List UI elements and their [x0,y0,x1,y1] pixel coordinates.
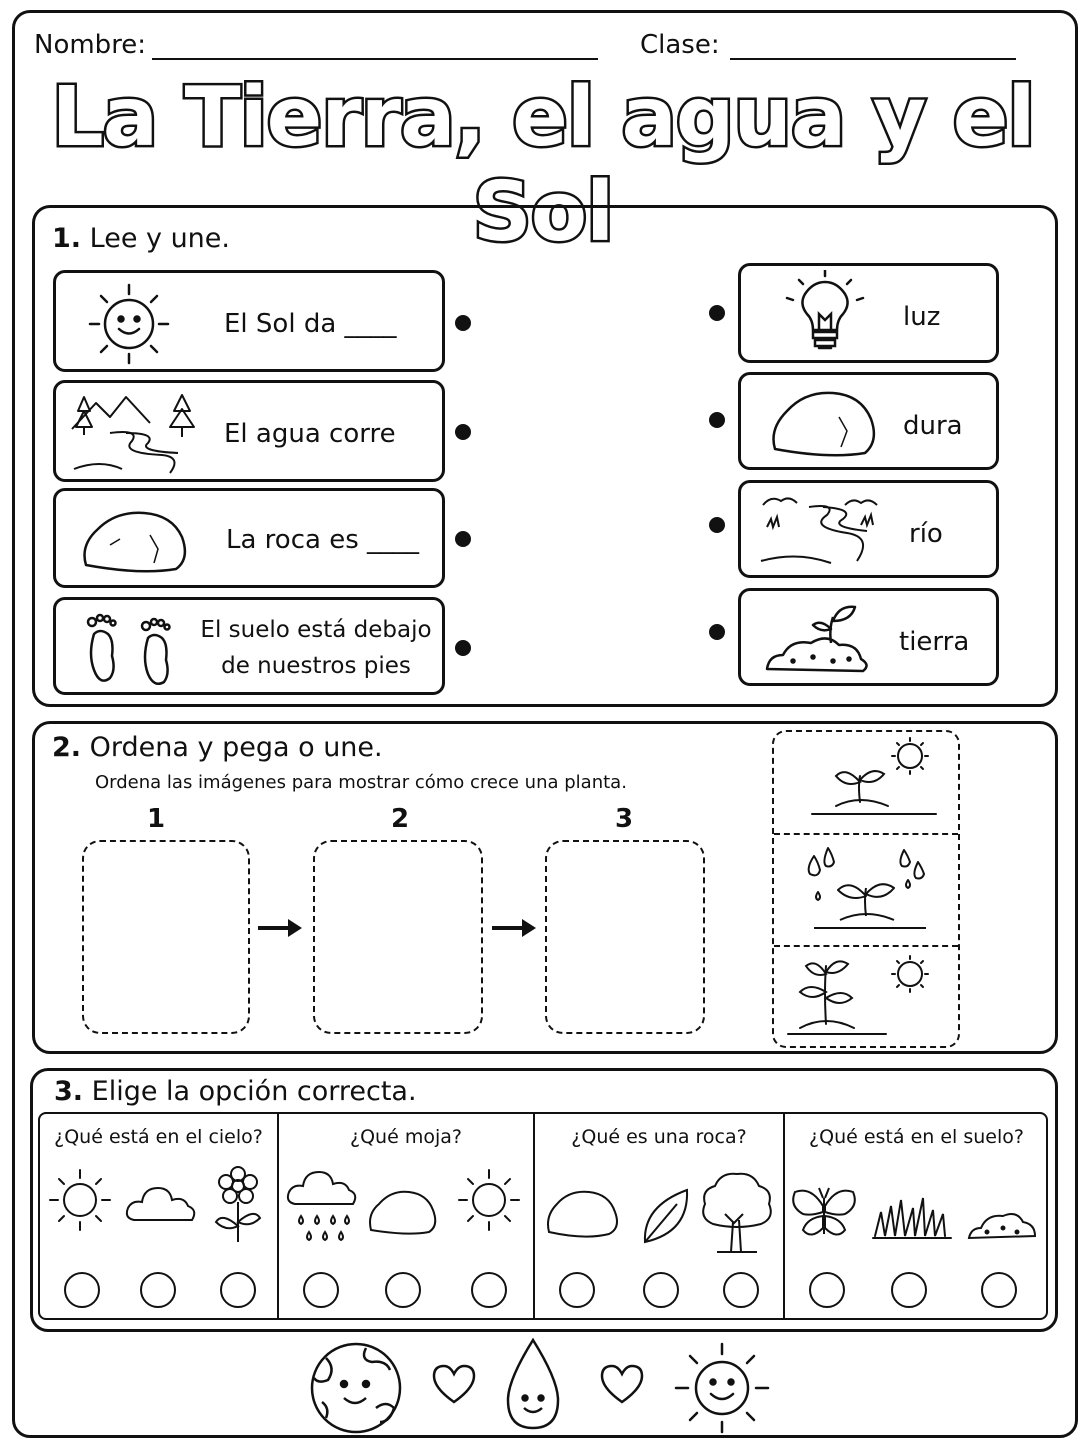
river-icon [757,491,887,571]
answer-circle[interactable] [891,1272,927,1308]
plant-sun-icon[interactable] [786,952,940,1040]
section2-instructions: Ordena las imágenes para mostrar cómo crece una planta. [95,772,627,793]
name-label: Nombre: [34,30,147,60]
arrow-right-icon [490,917,538,939]
answer-circle[interactable] [723,1272,759,1308]
answer-circle[interactable] [559,1272,595,1308]
rock-icon [80,505,190,577]
question-label: ¿Qué es una roca? [571,1126,747,1148]
earth-face-icon [306,1338,406,1438]
card-text: La roca es ____ [226,525,420,555]
card-text: río [909,519,943,549]
match-dot-right-2[interactable] [709,412,725,428]
match-card-soil[interactable] [738,588,999,686]
page-title: La Tierra, el agua y el Sol [51,70,1035,260]
sun-icon [453,1164,525,1236]
rock-icon [545,1186,621,1242]
card-text: tierra [899,627,970,657]
answer-circle[interactable] [303,1272,339,1308]
soil-sprout-icon [763,599,873,679]
match-dot-left-4[interactable] [455,640,471,656]
flower-icon [210,1164,266,1244]
question-ground [785,1112,1048,1320]
question-label: ¿Qué está en el suelo? [809,1126,1024,1148]
card-text: El agua corre [224,419,396,449]
question-label: ¿Qué moja? [350,1126,462,1148]
paste-box-3[interactable] [545,840,705,1034]
tree-icon [697,1168,777,1256]
paste-box-2[interactable] [313,840,483,1034]
sprout-rain-icon[interactable] [800,844,940,938]
butterfly-icon [789,1184,859,1246]
arrow-right-icon [256,917,304,939]
soil-icon [965,1204,1039,1244]
name-field[interactable] [152,58,598,60]
match-dot-right-1[interactable] [709,305,725,321]
match-dot-left-2[interactable] [455,424,471,440]
answer-circle[interactable] [140,1272,176,1308]
card-text: dura [903,411,963,441]
paste-box-1[interactable] [82,840,250,1034]
match-dot-right-4[interactable] [709,624,725,640]
river-landscape-icon [70,389,200,477]
match-dot-left-3[interactable] [455,531,471,547]
question-rock [535,1112,783,1320]
card-text: luz [903,302,941,332]
section1-heading: 1. Lee y une. [52,223,230,254]
leaf-icon [639,1186,693,1248]
cut-line [774,833,958,835]
rock-icon [367,1186,439,1238]
match-dot-right-3[interactable] [709,517,725,533]
section3-heading: 3. Elige la opción correcta. [54,1076,417,1107]
cloud-icon [124,1180,198,1226]
match-card-river[interactable] [738,480,999,578]
sun-icon [44,1164,116,1236]
sun-face-icon [84,281,174,367]
answer-circle[interactable] [471,1272,507,1308]
heart-icon [598,1362,646,1406]
match-card-light[interactable] [738,263,999,363]
match-dot-left-1[interactable] [455,315,471,331]
water-drop-face-icon [504,1336,562,1432]
answer-circle[interactable] [220,1272,256,1308]
grass-icon [871,1192,953,1242]
rain-cloud-icon [285,1164,359,1248]
match-card-water[interactable] [53,380,445,482]
card-text: El Sol da ____ [224,309,397,339]
answer-circle[interactable] [64,1272,100,1308]
step-number-2: 2 [390,804,410,834]
answer-circle[interactable] [385,1272,421,1308]
class-label: Clase: [640,30,720,60]
step-number-1: 1 [146,804,166,834]
card-text: El suelo está debajo de nuestros pies [200,617,432,679]
heart-icon [430,1362,478,1406]
class-field[interactable] [730,58,1016,60]
answer-circle[interactable] [809,1272,845,1308]
section2-heading: 2. Ordena y pega o une. [52,732,383,763]
match-card-ground[interactable] [53,597,445,695]
match-card-sun[interactable] [53,270,445,372]
lightbulb-icon [785,270,865,360]
answer-circle[interactable] [643,1272,679,1308]
sprout-sun-icon[interactable] [806,736,946,828]
footprints-icon [78,610,178,690]
question-label: ¿Qué está en el cielo? [54,1126,263,1148]
answer-circle[interactable] [981,1272,1017,1308]
sun-face-icon [672,1340,772,1436]
rock-icon [769,385,879,461]
question-wet [279,1112,533,1320]
question-sky [40,1112,277,1320]
match-card-hard[interactable] [738,372,999,470]
match-card-rock[interactable] [53,488,445,588]
cut-line [774,945,958,947]
step-number-3: 3 [614,804,634,834]
